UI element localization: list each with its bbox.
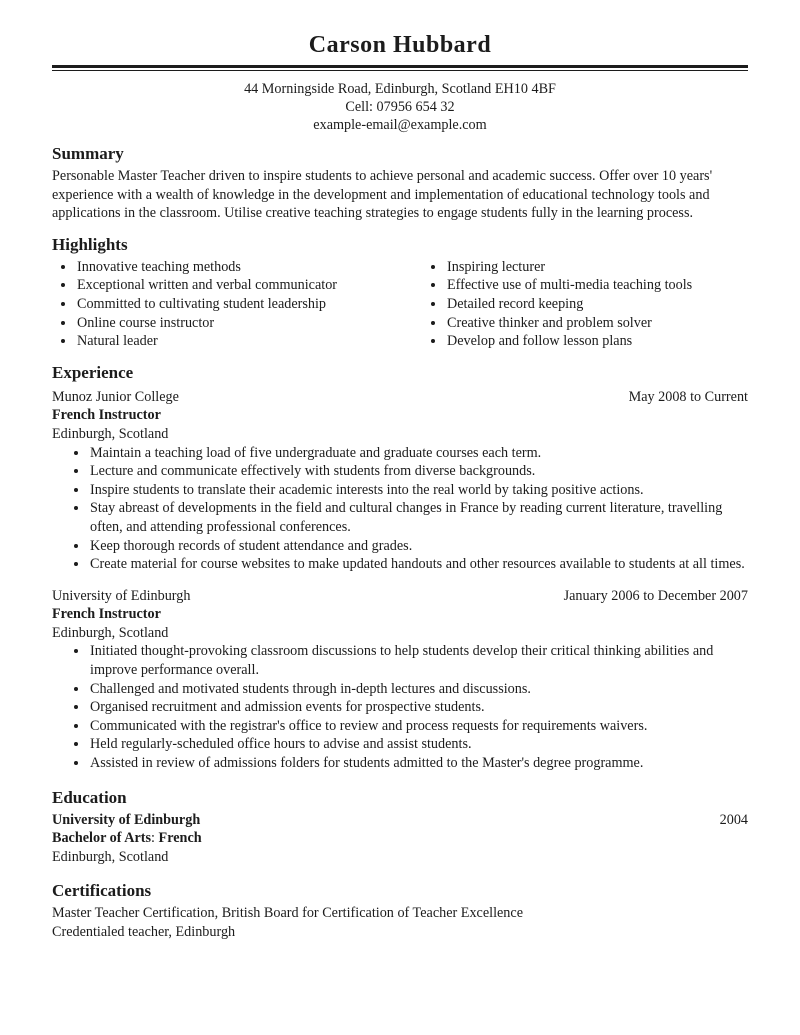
job-bullet: • Lecture and communicate effectively with students from diverse backgrounds.	[89, 462, 748, 481]
job-dates: January 2006 to December 2007	[563, 587, 748, 604]
education-field: French	[158, 830, 202, 847]
job-bullet: • Create material for course websites to make updated handouts and other resources available to students at all times.	[89, 555, 748, 574]
highlights-column-left	[52, 258, 422, 351]
highlights-heading: Highlights	[52, 234, 128, 254]
section-experience	[52, 363, 748, 773]
summary-text: Personable Master Teacher driven to inspire students to achieve personal and academic success. Offer over 10 years' experience with a wealth of knowledge in the development and implementation of educational technology tools and applications in the classroom. Utilise creative teaching strategies to engage students fully in the learning process.	[52, 168, 713, 222]
resume-header	[52, 30, 748, 134]
highlight-item: • Innovative teaching methods	[76, 258, 422, 277]
highlight-item: • Creative thinker and problem solver	[446, 314, 748, 333]
education-degree: Bachelor of Arts	[52, 830, 152, 847]
job-bullet: • Challenged and motivated students through in-depth lectures and discussions.	[89, 680, 748, 699]
highlight-item: • Detailed record keeping	[446, 295, 748, 314]
highlights-column-right	[422, 258, 748, 351]
education-location: Edinburgh, Scotland	[52, 848, 169, 865]
job-dates: May 2008 to Current	[628, 388, 748, 405]
job-header	[52, 587, 748, 606]
job-bullet: • Assisted in review of admissions folders for students admitted to the Master's degree programme.	[89, 754, 748, 773]
highlights-left-list	[52, 258, 422, 351]
job-bullet: • Organised recruitment and admission events for prospective students.	[89, 698, 748, 717]
header-divider	[52, 65, 748, 71]
job-location: Edinburgh, Scotland	[52, 425, 169, 442]
highlight-item: • Online course instructor	[76, 314, 422, 333]
job-bullet: • Keep thorough records of student attendance and grades.	[89, 537, 748, 556]
education-degree-separator: :	[151, 830, 159, 847]
highlight-item: • Effective use of multi-media teaching tools	[446, 276, 748, 295]
job-employer: Munoz Junior College	[52, 388, 179, 405]
job-title: French Instructor	[52, 606, 161, 623]
education-heading: Education	[52, 787, 127, 807]
education-degree-line	[52, 829, 748, 848]
job-bullet: • Initiated thought-provoking classroom discussions to help students develop their critical thinking abilities and improve performance overall.	[89, 642, 748, 679]
job-bullet: • Inspire students to translate their academic interests into the real world by taking positive actions.	[89, 481, 748, 500]
section-education	[52, 788, 748, 867]
contact-phone: Cell: 07956 654 32	[345, 99, 455, 115]
highlight-item: • Develop and follow lesson plans	[446, 332, 748, 351]
section-highlights	[52, 235, 748, 351]
job-bullet-list	[52, 444, 748, 574]
highlights-columns	[52, 258, 748, 351]
contact-address: 44 Morningside Road, Edinburgh, Scotland EH10 4BF	[244, 81, 556, 97]
highlight-item: • Inspiring lecturer	[446, 258, 748, 277]
education-header	[52, 811, 748, 830]
certifications-heading: Certifications	[52, 881, 152, 901]
section-certifications	[52, 881, 748, 941]
contact-email: example-email@example.com	[313, 117, 487, 133]
job-header	[52, 388, 748, 407]
job-bullet: • Communicated with the registrar's office to review and process requests for requirements waivers.	[89, 717, 748, 736]
highlight-item: • Committed to cultivating student leadership	[76, 295, 422, 314]
contact-block	[52, 80, 748, 134]
certification-line: Credentialed teacher, Edinburgh	[52, 924, 236, 940]
certification-line: Master Teacher Certification, British Board for Certification of Teacher Excellence	[52, 905, 523, 922]
job-bullet-list	[52, 642, 748, 772]
highlights-right-list	[422, 258, 748, 351]
experience-heading: Experience	[52, 362, 134, 382]
job-bullet: • Maintain a teaching load of five undergraduate and graduate courses each term.	[89, 444, 748, 463]
job-title: French Instructor	[52, 407, 161, 424]
job-employer: University of Edinburgh	[52, 587, 191, 604]
summary-heading: Summary	[52, 144, 124, 163]
job-bullet: • Stay abreast of developments in the field and cultural changes in France by reading current literature, travelling often, and attending professional conferences.	[89, 499, 748, 536]
candidate-name: Carson Hubbard	[308, 32, 492, 58]
job-location: Edinburgh, Scotland	[52, 624, 169, 641]
education-year: 2004	[719, 811, 748, 828]
job-entry	[52, 587, 748, 773]
highlight-item: • Exceptional written and verbal communicator	[76, 276, 422, 295]
job-bullet: • Held regularly-scheduled office hours to advise and assist students.	[89, 735, 748, 754]
section-summary	[52, 144, 748, 223]
education-school: University of Edinburgh	[52, 811, 201, 828]
job-entry	[52, 388, 748, 574]
highlight-item: • Natural leader	[76, 332, 422, 351]
